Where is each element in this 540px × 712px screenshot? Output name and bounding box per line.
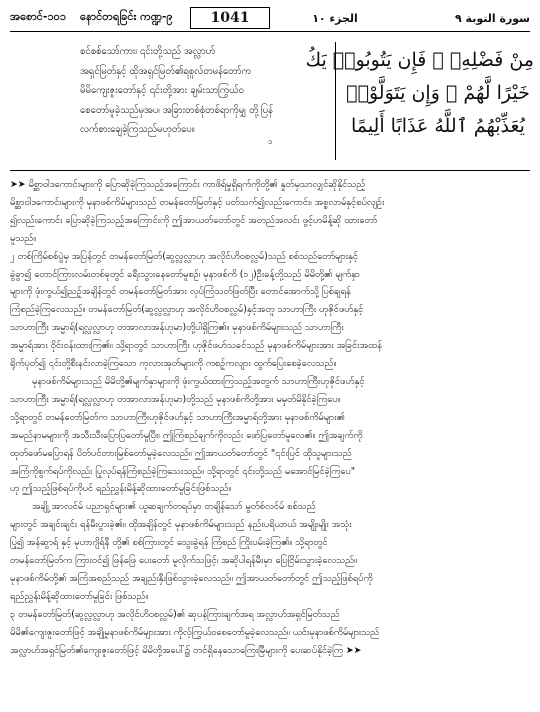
header-divider [10, 31, 530, 32]
commentary-line: အမည်နာမများကို အသီးသီးပြောပြတော်မူပြီး၊ ဤကြံစည်ချက်ကိုလည်း ဖော်ပြတော်မူလေ၏။ ဤအချက်ကို [10, 429, 363, 441]
arabic-line: يُعَذِّبْهُمُ ٱللَّهُ عَذَابًا أَلِيمًا [351, 115, 525, 137]
commentary-line: ထုတ်ဖော်မပြောရန် ပိတ်ပင်တားမြစ်တော်မူခဲ့လေသည်။ ဤအာယတ်တော်တွင် "၎င်းပြင် ထိုသူများသည် [10, 447, 352, 459]
chapter-label: နောင်တရခြင်း ကဏ္ဍ-၉ [80, 10, 173, 23]
commentary-line: များတွင် အချင်းချင်း ရန်မီးပွားခဲ့၏။ ထိုအချိန်တွင် မုနာဖစ်ကိမ်များသည် နည်းပရိယာယ် အမျိုးမျိုး အသုံး [10, 519, 352, 531]
arabic-verse [305, 44, 534, 143]
commentary-line: အကြံကိုစွက်ရပ်ကိုလည်း ပြုလုပ်ရန်ကြံစည်ခဲ့ကြသေးသည်။ သို့ရာတွင် ၎င်းတို့သည် မအောင်မြင်ခဲ့ကြပေ" [10, 465, 355, 477]
commentary-line: များကို ဖုံးကွယ်၍ညဉ့်အချိန်တွင် တမန်တော်မြတ်အား လုပ်ကြံသတ်ဖြတ်ပြီး တောင်အောက်သို့ ပြစ်ချရန် [10, 286, 351, 298]
commentary-line: ရည်ညွှန်းမိန့်ဆိုထားတော်မူခြင်း ဖြစ်သည်။ [10, 590, 149, 602]
commentary-line: မူသည်။ [10, 232, 37, 244]
commentary-line: တမန်တော်မြတ်က ကြားဝင်၍ ဖြန်ဖြေ ပေးတော် မူလိုက်သဖြင့်၊ အဆိုပါရန်မီးမှာ ပြေငြိမ်းသွားခဲ့လေသည်။ [10, 555, 357, 567]
commentary-line: မိစ္ဆာဝါဒကောင်းများကို မုနာဖစ်ကိမ်များသည် တမန်တော်မြတ်နှင့် ပတ်သက်၍လည်းကောင်း၊ အစ္စလာမ်နှင့်စပ်လျဉ်း [10, 196, 385, 208]
commentary-line: ဟု ဤသည့်ဖြစ်ရပ်ကိုပင် ရည်ညွှန်းမိန့်ဆိုထားတော်မူခြင်းဖြစ်သည်။ [10, 483, 232, 495]
commentary-line: မိမိ၏ကျေးဇူးတော်ဖြင့် အချို့မုနာဖစ်ကိမ်များအား ကိုလ့်ကြွယ်ဝစေတော်မူခဲ့လေသည်။ ယင်းမုနာဖစ်ကိမ်များသည် [10, 626, 380, 638]
arabic-line: خَيْرًا لَّهُمْ ۖ وَإِن يَتَوَلَّوْا۟ [346, 82, 530, 104]
commentary-line: သာဟာကြီး အမ္မာရ်(ရလ္လလ္လာဟု တအာလာအန်ဟုမာ)တို့ပါရှိကြ၏။ မုနာဖစ်ကိမ်များသည် သာဟာကြီး [10, 322, 344, 334]
commentary-line: အချို့ အာလင်မ် ပညာရှင်များ၏ ယူဆချက်တရပ်မှာ တချိန်သော် မွတ်စ်လင်မ် စစ်သည် [32, 501, 316, 513]
commentary-line: ၂ တစ်ကြိမ်စစ်ပွဲမှ အပြန်တွင် တမန်တော်မြတ်(ဆွလ္လလ္လာဟု အလိုင်ဟိဝစလ္လမ်)သည် စစ်သည်တော်များနှင့် [10, 250, 358, 262]
translation-line: စင်စစ်သော်ကား၊ ၎င်းတို့သည် အလ္လာဟ် [80, 46, 216, 57]
page-header [10, 6, 530, 30]
verse-block [10, 38, 534, 166]
commentary-line: သာဟာကြီး အမ္မာရ်(ရလ္လလ္လာဟု တအာလာအန်ဟုမာ)တို့သည် မုနာဖစ်ကိတို့အား မမှတ်မိနိုင်ခဲ့ကြပေ။ [10, 393, 341, 405]
page-number: 1041 [190, 7, 270, 29]
commentary-line: ၃ တမန်တော်မြတ်(ဆွလ္လလ္လာဟု အလိုင်ဟိဝစလ္လမ်)၏ ဆုပန်ကြားချက်အရ အလ္လာဟ်အရှင်မြတ်သည် [10, 608, 340, 620]
section-divider [10, 170, 530, 171]
commentary-line: ပြု၍ အန်ဆွာရ် နှင့် မုဟာဂျိရ်နီ တို့၏ စစ်ကြားတွင် သွေးခွဲရန် ကြံစည် ကြိုးပမ်းခဲ့ကြ၏။ သို့ရာတွင် [10, 537, 328, 549]
commentary-line: မုနာဖစ်ကိမ်များသည် မိမိတို့၏မျက်နှာများကို ဖုံးကွယ်ထားကြသည့်အတွက် သာဟာကြီးဟုဇိုင်ဖဟ်နှင့် [32, 375, 365, 387]
surah-label: سورة التوبة ٩ [454, 11, 530, 25]
footnote-marker: ၁ [268, 137, 273, 146]
commentary-line: ကြံစည်ခဲ့ကြလေသည်။ တမန်တော်မြတ်(ဆွလ္လလ္လာဟု အလိုင်ဟိဝစလ္လမ်)နှင့်အတူ သာဟာကြီး ဟုဇိုင်ဖဟ်နှင့် [10, 304, 364, 316]
commentary-line: အလ္လာဟ်အရှင်မြတ်၏ကျေးဇူးတော်ဖြင့် မိမိတို့အပေါ်၌ တင်ရှိနေသောကြေးမြီများကို ပေးဆပ်နိုင်ခဲ့ကြ ➤➤ [10, 644, 362, 656]
translation-line: လက်စားချေခဲ့ကြသည်မဟုတ်ပေ။ [80, 124, 195, 135]
translation-line: မိမိကျေးဇူးတော်နှင့် ၎င်းတို့အား ချမ်းသာကြွယ်ဝ [80, 85, 244, 96]
commentary-line: ခွဲခွာ၍ တောင်ကြားလမ်းတစ်ခုတွင် ခရီးသွားနေတော်မူစဉ်၊ မုနာဖစ်ကိ (၁၂)ဦးခန့်တို့သည် မိမိတို့၏ မျက်နှာ [10, 268, 360, 280]
juz-label: الجزء ١٠ [312, 11, 358, 25]
part-label: အစောင်-၁၀၁ [10, 10, 67, 23]
commentary-line: ၍လည်းကောင်း ပြောဆိုခဲ့ကြသည့်အကြောင်းကို ဤအာယတ်တော်တွင် အတည်အလင်း ဖွင့်ဟမိန့်ဆို ထားတော် [10, 214, 378, 226]
commentary-line: မုနာဖစ်ကိမ်တို့၏ အကြံအစည်သည် အချည်းနှီးဖြစ်သွားခဲ့လေသည်။ ဤအာယတ်တော်တွင် ဤသည့်ဖြစ်ရပ်ကို [10, 572, 373, 584]
commentary [10, 176, 528, 659]
translation-text [80, 42, 330, 140]
commentary-line: ➤➤ မိစ္ဆာဝါဒကောင်းများကို ပြောဆိုခဲ့ကြသည့်အကြောင်း ကာဖိရ်မှုရှိရက်ကိုတို့၏ နှုတ်မှသာလျှင်ဆိုနိုင်သည့် [10, 179, 366, 190]
commentary-line: သို့ရာတွင် တမန်တော်မြတ်က သာဟာကြီးဟုဇိုင်ဖဟ်နှင့် သာဟာကြီးအမ္မာရ်တို့အား မုနာဖစ်ကိမ်များ၏ [10, 411, 345, 423]
arabic-line: مِنْ فَضْلِهِۦ ۚ فَإِن يَتُوبُوا۟ يَكُ [305, 49, 534, 71]
commentary-line: အမ္မာရ်အား ဝိုင်းဝန်းထားကြ၏။ သို့ရာတွင် သာဟာကြီး ဟုဇိုင်ဖဟ်သခင်သည် မုနာဖစ်ကိမ်များအား အခြင်းအထန် [10, 340, 382, 352]
translation-line: အရှင်မြတ်နှင့် ထိုအရှင်မြတ်၏ရစူလ်တမန်တော်က [80, 65, 251, 77]
translation-line: စေတော်မူခဲ့သည်မှအပ၊ အခြားတစ်စုံတစ်ရာကိုမျှ တို့ပြန် [80, 104, 274, 116]
commentary-line: ရိုက်ပုတ်၍ ၎င်းတို့စီးနင်းလာခဲ့ကြသော ကုလားအုတ်များကို ကစဉ့်ကလျား ထွက်ပြေးစေခဲ့လေသည်။ [10, 358, 337, 370]
